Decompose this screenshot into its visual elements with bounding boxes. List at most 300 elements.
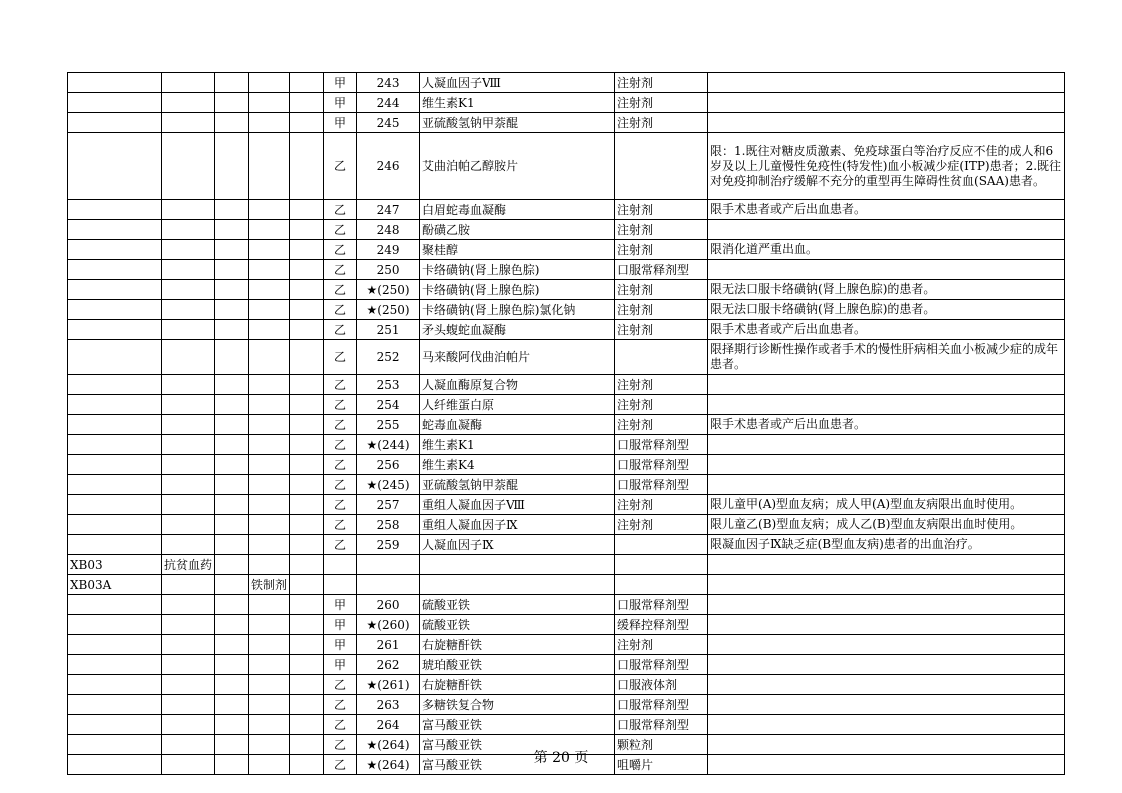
cell-number: 260 bbox=[357, 595, 420, 615]
cell-level2 bbox=[249, 415, 290, 435]
cell-number: 246 bbox=[357, 133, 420, 200]
cell-class: 甲 bbox=[324, 615, 357, 635]
cell-remark: 限无法口服卡络磺钠(肾上腺色腙)的患者。 bbox=[708, 280, 1065, 300]
cell-blank bbox=[290, 655, 324, 675]
table-row bbox=[68, 133, 1065, 200]
cell-level2 bbox=[249, 655, 290, 675]
cell-blank bbox=[290, 715, 324, 735]
cell-level1: 抗贫血药 bbox=[162, 555, 215, 575]
cell-blank bbox=[290, 415, 324, 435]
cell-level2 bbox=[249, 340, 290, 375]
cell-code: XB03A bbox=[68, 575, 162, 595]
cell-level1 bbox=[162, 93, 215, 113]
cell-drug-name: 富马酸亚铁 bbox=[420, 715, 615, 735]
cell-drug-name: 亚硫酸氢钠甲萘醌 bbox=[420, 113, 615, 133]
cell-code bbox=[68, 260, 162, 280]
cell-blank bbox=[290, 675, 324, 695]
cell-dosage-form: 注射剂 bbox=[615, 375, 708, 395]
cell-level2 bbox=[249, 240, 290, 260]
table-row bbox=[68, 300, 1065, 320]
cell-level1 bbox=[162, 375, 215, 395]
cell-level1 bbox=[162, 415, 215, 435]
cell-level2 bbox=[249, 113, 290, 133]
cell-drug-name: 矛头蝮蛇血凝酶 bbox=[420, 320, 615, 340]
cell-class: 乙 bbox=[324, 735, 357, 755]
cell-level1 bbox=[162, 495, 215, 515]
cell-number: 243 bbox=[357, 73, 420, 93]
cell-blank bbox=[290, 455, 324, 475]
cell-level2 bbox=[249, 300, 290, 320]
table-row bbox=[68, 200, 1065, 220]
cell-blank bbox=[215, 220, 249, 240]
drug-list-body bbox=[68, 73, 1065, 775]
cell-level2 bbox=[249, 375, 290, 395]
cell-level2 bbox=[249, 220, 290, 240]
cell-remark bbox=[708, 73, 1065, 93]
cell-level1 bbox=[162, 320, 215, 340]
cell-class: 乙 bbox=[324, 415, 357, 435]
cell-level2 bbox=[249, 455, 290, 475]
cell-drug-name: 马来酸阿伐曲泊帕片 bbox=[420, 340, 615, 375]
cell-blank bbox=[290, 515, 324, 535]
cell-blank bbox=[290, 575, 324, 595]
cell-drug-name: 多糖铁复合物 bbox=[420, 695, 615, 715]
cell-remark: 限手术患者或产后出血患者。 bbox=[708, 200, 1065, 220]
cell-level2 bbox=[249, 200, 290, 220]
table-row bbox=[68, 435, 1065, 455]
cell-number: 262 bbox=[357, 655, 420, 675]
cell-code bbox=[68, 375, 162, 395]
cell-class: 甲 bbox=[324, 595, 357, 615]
cell-remark bbox=[708, 93, 1065, 113]
cell-drug-name: 富马酸亚铁 bbox=[420, 755, 615, 775]
cell-level2 bbox=[249, 615, 290, 635]
cell-number: 257 bbox=[357, 495, 420, 515]
cell-drug-name: 亚硫酸氢钠甲萘醌 bbox=[420, 475, 615, 495]
cell-number: 245 bbox=[357, 113, 420, 133]
cell-drug-name: 重组人凝血因子Ⅷ bbox=[420, 495, 615, 515]
cell-dosage-form bbox=[615, 340, 708, 375]
table-row bbox=[68, 495, 1065, 515]
cell-remark: 限手术患者或产后出血患者。 bbox=[708, 320, 1065, 340]
cell-remark bbox=[708, 375, 1065, 395]
cell-code bbox=[68, 495, 162, 515]
cell-drug-name: 琥珀酸亚铁 bbox=[420, 655, 615, 675]
cell-level1 bbox=[162, 515, 215, 535]
cell-level1 bbox=[162, 475, 215, 495]
cell-number: ★(244) bbox=[357, 435, 420, 455]
cell-drug-name: 艾曲泊帕乙醇胺片 bbox=[420, 133, 615, 200]
cell-drug-name: 人凝血因子Ⅸ bbox=[420, 535, 615, 555]
cell-level2 bbox=[249, 595, 290, 615]
cell-dosage-form: 口服常释剂型 bbox=[615, 435, 708, 455]
cell-remark bbox=[708, 715, 1065, 735]
cell-blank bbox=[215, 475, 249, 495]
cell-blank bbox=[290, 695, 324, 715]
cell-level2: 铁制剂 bbox=[249, 575, 290, 595]
cell-level2 bbox=[249, 93, 290, 113]
cell-remark: 限消化道严重出血。 bbox=[708, 240, 1065, 260]
cell-dosage-form bbox=[615, 575, 708, 595]
cell-blank bbox=[215, 695, 249, 715]
table-row bbox=[68, 113, 1065, 133]
cell-blank bbox=[290, 260, 324, 280]
cell-class: 乙 bbox=[324, 455, 357, 475]
cell-dosage-form: 注射剂 bbox=[615, 300, 708, 320]
cell-blank bbox=[290, 300, 324, 320]
cell-level2 bbox=[249, 495, 290, 515]
table-row bbox=[68, 535, 1065, 555]
cell-remark bbox=[708, 260, 1065, 280]
cell-dosage-form: 口服常释剂型 bbox=[615, 455, 708, 475]
table-row bbox=[68, 260, 1065, 280]
cell-class bbox=[324, 575, 357, 595]
drug-list-table bbox=[67, 72, 1065, 775]
cell-blank bbox=[215, 635, 249, 655]
cell-blank bbox=[215, 435, 249, 455]
cell-remark: 限择期行诊断性操作或者手术的慢性肝病相关血小板减少症的成年患者。 bbox=[708, 340, 1065, 375]
cell-dosage-form bbox=[615, 535, 708, 555]
cell-dosage-form: 口服常释剂型 bbox=[615, 595, 708, 615]
cell-blank bbox=[215, 655, 249, 675]
cell-blank bbox=[215, 240, 249, 260]
cell-drug-name: 卡络磺钠(肾上腺色腙) bbox=[420, 280, 615, 300]
cell-dosage-form: 注射剂 bbox=[615, 515, 708, 535]
cell-blank bbox=[215, 320, 249, 340]
cell-level2 bbox=[249, 555, 290, 575]
cell-class: 甲 bbox=[324, 73, 357, 93]
cell-remark bbox=[708, 455, 1065, 475]
cell-level1 bbox=[162, 435, 215, 455]
table-row bbox=[68, 555, 1065, 575]
cell-number: 263 bbox=[357, 695, 420, 715]
cell-blank bbox=[290, 555, 324, 575]
table-row bbox=[68, 240, 1065, 260]
table-row bbox=[68, 320, 1065, 340]
cell-dosage-form: 注射剂 bbox=[615, 320, 708, 340]
cell-remark: 限凝血因子Ⅸ缺乏症(B型血友病)患者的出血治疗。 bbox=[708, 535, 1065, 555]
cell-remark: 限儿童乙(B)型血友病；成人乙(B)型血友病限出血时使用。 bbox=[708, 515, 1065, 535]
cell-class: 乙 bbox=[324, 320, 357, 340]
cell-remark bbox=[708, 435, 1065, 455]
cell-remark bbox=[708, 220, 1065, 240]
cell-remark bbox=[708, 575, 1065, 595]
cell-drug-name bbox=[420, 555, 615, 575]
cell-number: ★(264) bbox=[357, 755, 420, 775]
cell-remark bbox=[708, 675, 1065, 695]
cell-code bbox=[68, 320, 162, 340]
cell-class: 乙 bbox=[324, 755, 357, 775]
cell-class: 乙 bbox=[324, 695, 357, 715]
cell-number bbox=[357, 575, 420, 595]
cell-level1 bbox=[162, 73, 215, 93]
cell-drug-name: 蛇毒血凝酶 bbox=[420, 415, 615, 435]
cell-dosage-form: 注射剂 bbox=[615, 395, 708, 415]
cell-drug-name: 人凝血因子Ⅷ bbox=[420, 73, 615, 93]
cell-class: 乙 bbox=[324, 435, 357, 455]
cell-level1 bbox=[162, 300, 215, 320]
cell-class: 乙 bbox=[324, 200, 357, 220]
cell-code bbox=[68, 395, 162, 415]
cell-blank bbox=[290, 113, 324, 133]
cell-level1 bbox=[162, 395, 215, 415]
cell-number: 256 bbox=[357, 455, 420, 475]
table-row bbox=[68, 415, 1065, 435]
cell-code bbox=[68, 300, 162, 320]
cell-drug-name: 卡络磺钠(肾上腺色腙) bbox=[420, 260, 615, 280]
cell-code bbox=[68, 113, 162, 133]
cell-code bbox=[68, 515, 162, 535]
table-row bbox=[68, 635, 1065, 655]
cell-drug-name: 聚桂醇 bbox=[420, 240, 615, 260]
cell-level1 bbox=[162, 635, 215, 655]
cell-drug-name: 富马酸亚铁 bbox=[420, 735, 615, 755]
cell-dosage-form bbox=[615, 133, 708, 200]
cell-drug-name: 重组人凝血因子Ⅸ bbox=[420, 515, 615, 535]
cell-level1 bbox=[162, 220, 215, 240]
cell-blank bbox=[215, 615, 249, 635]
cell-dosage-form: 缓释控释剂型 bbox=[615, 615, 708, 635]
cell-blank bbox=[215, 280, 249, 300]
cell-class: 甲 bbox=[324, 113, 357, 133]
cell-number: ★(264) bbox=[357, 735, 420, 755]
cell-remark: 限无法口服卡络磺钠(肾上腺色腙)的患者。 bbox=[708, 300, 1065, 320]
cell-level1 bbox=[162, 575, 215, 595]
table-row bbox=[68, 655, 1065, 675]
cell-dosage-form: 注射剂 bbox=[615, 495, 708, 515]
cell-level2 bbox=[249, 73, 290, 93]
cell-code bbox=[68, 93, 162, 113]
cell-code bbox=[68, 133, 162, 200]
cell-drug-name: 白眉蛇毒血凝酶 bbox=[420, 200, 615, 220]
cell-class: 乙 bbox=[324, 475, 357, 495]
cell-number: ★(260) bbox=[357, 615, 420, 635]
cell-level2 bbox=[249, 320, 290, 340]
cell-code bbox=[68, 535, 162, 555]
cell-dosage-form: 注射剂 bbox=[615, 113, 708, 133]
cell-dosage-form: 注射剂 bbox=[615, 93, 708, 113]
cell-level1 bbox=[162, 280, 215, 300]
cell-code bbox=[68, 240, 162, 260]
cell-level1 bbox=[162, 200, 215, 220]
cell-level1 bbox=[162, 340, 215, 375]
cell-drug-name: 人凝血酶原复合物 bbox=[420, 375, 615, 395]
cell-class: 乙 bbox=[324, 395, 357, 415]
table-row bbox=[68, 455, 1065, 475]
cell-code bbox=[68, 615, 162, 635]
cell-dosage-form: 口服液体剂 bbox=[615, 675, 708, 695]
cell-number: ★(250) bbox=[357, 300, 420, 320]
table-row bbox=[68, 475, 1065, 495]
cell-level2 bbox=[249, 475, 290, 495]
cell-dosage-form: 口服常释剂型 bbox=[615, 260, 708, 280]
table-row bbox=[68, 340, 1065, 375]
cell-number: 259 bbox=[357, 535, 420, 555]
cell-blank bbox=[290, 280, 324, 300]
cell-number: 244 bbox=[357, 93, 420, 113]
cell-dosage-form: 注射剂 bbox=[615, 280, 708, 300]
cell-blank bbox=[215, 555, 249, 575]
cell-class: 乙 bbox=[324, 715, 357, 735]
cell-blank bbox=[215, 515, 249, 535]
cell-blank bbox=[290, 495, 324, 515]
cell-class: 乙 bbox=[324, 675, 357, 695]
cell-class: 甲 bbox=[324, 93, 357, 113]
cell-number: 250 bbox=[357, 260, 420, 280]
cell-dosage-form: 注射剂 bbox=[615, 73, 708, 93]
cell-blank bbox=[290, 133, 324, 200]
cell-blank bbox=[215, 595, 249, 615]
cell-number: 254 bbox=[357, 395, 420, 415]
cell-level1 bbox=[162, 455, 215, 475]
cell-number: 249 bbox=[357, 240, 420, 260]
cell-class: 乙 bbox=[324, 240, 357, 260]
cell-class bbox=[324, 555, 357, 575]
cell-blank bbox=[215, 575, 249, 595]
cell-class: 乙 bbox=[324, 340, 357, 375]
page-number: 第 20 页 bbox=[533, 750, 589, 766]
table-row bbox=[68, 280, 1065, 300]
cell-blank bbox=[215, 495, 249, 515]
cell-blank bbox=[215, 340, 249, 375]
cell-remark: 限手术患者或产后出血患者。 bbox=[708, 415, 1065, 435]
cell-dosage-form: 口服常释剂型 bbox=[615, 715, 708, 735]
cell-number: 247 bbox=[357, 200, 420, 220]
cell-dosage-form: 注射剂 bbox=[615, 200, 708, 220]
cell-drug-name: 维生素K1 bbox=[420, 93, 615, 113]
table-row bbox=[68, 220, 1065, 240]
cell-class: 乙 bbox=[324, 515, 357, 535]
cell-code bbox=[68, 635, 162, 655]
cell-class: 乙 bbox=[324, 280, 357, 300]
cell-level1 bbox=[162, 240, 215, 260]
cell-level2 bbox=[249, 260, 290, 280]
cell-number: ★(250) bbox=[357, 280, 420, 300]
cell-number: 264 bbox=[357, 715, 420, 735]
cell-drug-name: 维生素K1 bbox=[420, 435, 615, 455]
table-row bbox=[68, 93, 1065, 113]
cell-number: 252 bbox=[357, 340, 420, 375]
cell-code bbox=[68, 340, 162, 375]
cell-code bbox=[68, 695, 162, 715]
cell-class: 乙 bbox=[324, 300, 357, 320]
cell-level1 bbox=[162, 595, 215, 615]
cell-blank bbox=[215, 395, 249, 415]
table-row bbox=[68, 695, 1065, 715]
cell-dosage-form: 口服常释剂型 bbox=[615, 475, 708, 495]
cell-dosage-form: 注射剂 bbox=[615, 220, 708, 240]
table-row bbox=[68, 395, 1065, 415]
cell-number: 248 bbox=[357, 220, 420, 240]
cell-blank bbox=[215, 73, 249, 93]
cell-blank bbox=[290, 635, 324, 655]
cell-blank bbox=[215, 93, 249, 113]
cell-code bbox=[68, 655, 162, 675]
cell-drug-name: 硫酸亚铁 bbox=[420, 615, 615, 635]
cell-dosage-form: 注射剂 bbox=[615, 415, 708, 435]
cell-remark: 限儿童甲(A)型血友病；成人甲(A)型血友病限出血时使用。 bbox=[708, 495, 1065, 515]
cell-blank bbox=[290, 200, 324, 220]
cell-blank bbox=[290, 395, 324, 415]
cell-class: 甲 bbox=[324, 635, 357, 655]
cell-code bbox=[68, 595, 162, 615]
cell-code bbox=[68, 415, 162, 435]
cell-blank bbox=[215, 415, 249, 435]
table-row bbox=[68, 615, 1065, 635]
cell-drug-name: 人纤维蛋白原 bbox=[420, 395, 615, 415]
cell-class: 乙 bbox=[324, 260, 357, 280]
cell-blank bbox=[290, 595, 324, 615]
cell-class: 乙 bbox=[324, 495, 357, 515]
cell-remark bbox=[708, 595, 1065, 615]
cell-blank bbox=[215, 375, 249, 395]
cell-level1 bbox=[162, 695, 215, 715]
cell-blank bbox=[215, 200, 249, 220]
cell-blank bbox=[215, 113, 249, 133]
cell-drug-name: 右旋糖酐铁 bbox=[420, 675, 615, 695]
cell-blank bbox=[290, 240, 324, 260]
cell-dosage-form: 口服常释剂型 bbox=[615, 655, 708, 675]
cell-class: 乙 bbox=[324, 375, 357, 395]
cell-number: 261 bbox=[357, 635, 420, 655]
cell-remark bbox=[708, 615, 1065, 635]
cell-code bbox=[68, 675, 162, 695]
cell-dosage-form: 颗粒剂 bbox=[615, 735, 708, 755]
cell-code: XB03 bbox=[68, 555, 162, 575]
cell-level2 bbox=[249, 635, 290, 655]
cell-drug-name: 右旋糖酐铁 bbox=[420, 635, 615, 655]
cell-remark bbox=[708, 475, 1065, 495]
cell-code bbox=[68, 455, 162, 475]
table-row bbox=[68, 675, 1065, 695]
cell-code bbox=[68, 200, 162, 220]
cell-code bbox=[68, 220, 162, 240]
cell-level1 bbox=[162, 655, 215, 675]
cell-remark: 限：1.既往对糖皮质激素、免疫球蛋白等治疗反应不佳的成人和6岁及以上儿童慢性免疫性(特发性)血小板减少症(ITP)患者；2.既往对免疫抑制治疗缓解不充分的重型再生障碍性贫血(SAA)患者。 bbox=[708, 133, 1065, 200]
cell-blank bbox=[290, 93, 324, 113]
cell-code bbox=[68, 280, 162, 300]
cell-blank bbox=[215, 675, 249, 695]
cell-blank bbox=[290, 220, 324, 240]
cell-class: 乙 bbox=[324, 220, 357, 240]
cell-number: ★(245) bbox=[357, 475, 420, 495]
cell-remark bbox=[708, 655, 1065, 675]
cell-blank bbox=[215, 260, 249, 280]
cell-blank bbox=[215, 715, 249, 735]
cell-blank bbox=[290, 475, 324, 495]
cell-class: 乙 bbox=[324, 133, 357, 200]
cell-remark bbox=[708, 113, 1065, 133]
cell-code bbox=[68, 73, 162, 93]
cell-number: 251 bbox=[357, 320, 420, 340]
cell-level1 bbox=[162, 260, 215, 280]
cell-drug-name: 卡络磺钠(肾上腺色腙)氯化钠 bbox=[420, 300, 615, 320]
cell-dosage-form: 注射剂 bbox=[615, 635, 708, 655]
cell-level1 bbox=[162, 535, 215, 555]
cell-dosage-form: 口服常释剂型 bbox=[615, 695, 708, 715]
cell-class: 甲 bbox=[324, 655, 357, 675]
cell-drug-name bbox=[420, 575, 615, 595]
cell-level1 bbox=[162, 113, 215, 133]
cell-remark bbox=[708, 395, 1065, 415]
cell-number bbox=[357, 555, 420, 575]
cell-level2 bbox=[249, 535, 290, 555]
cell-blank bbox=[215, 455, 249, 475]
cell-remark bbox=[708, 695, 1065, 715]
cell-level2 bbox=[249, 395, 290, 415]
cell-blank bbox=[215, 300, 249, 320]
cell-remark bbox=[708, 635, 1065, 655]
